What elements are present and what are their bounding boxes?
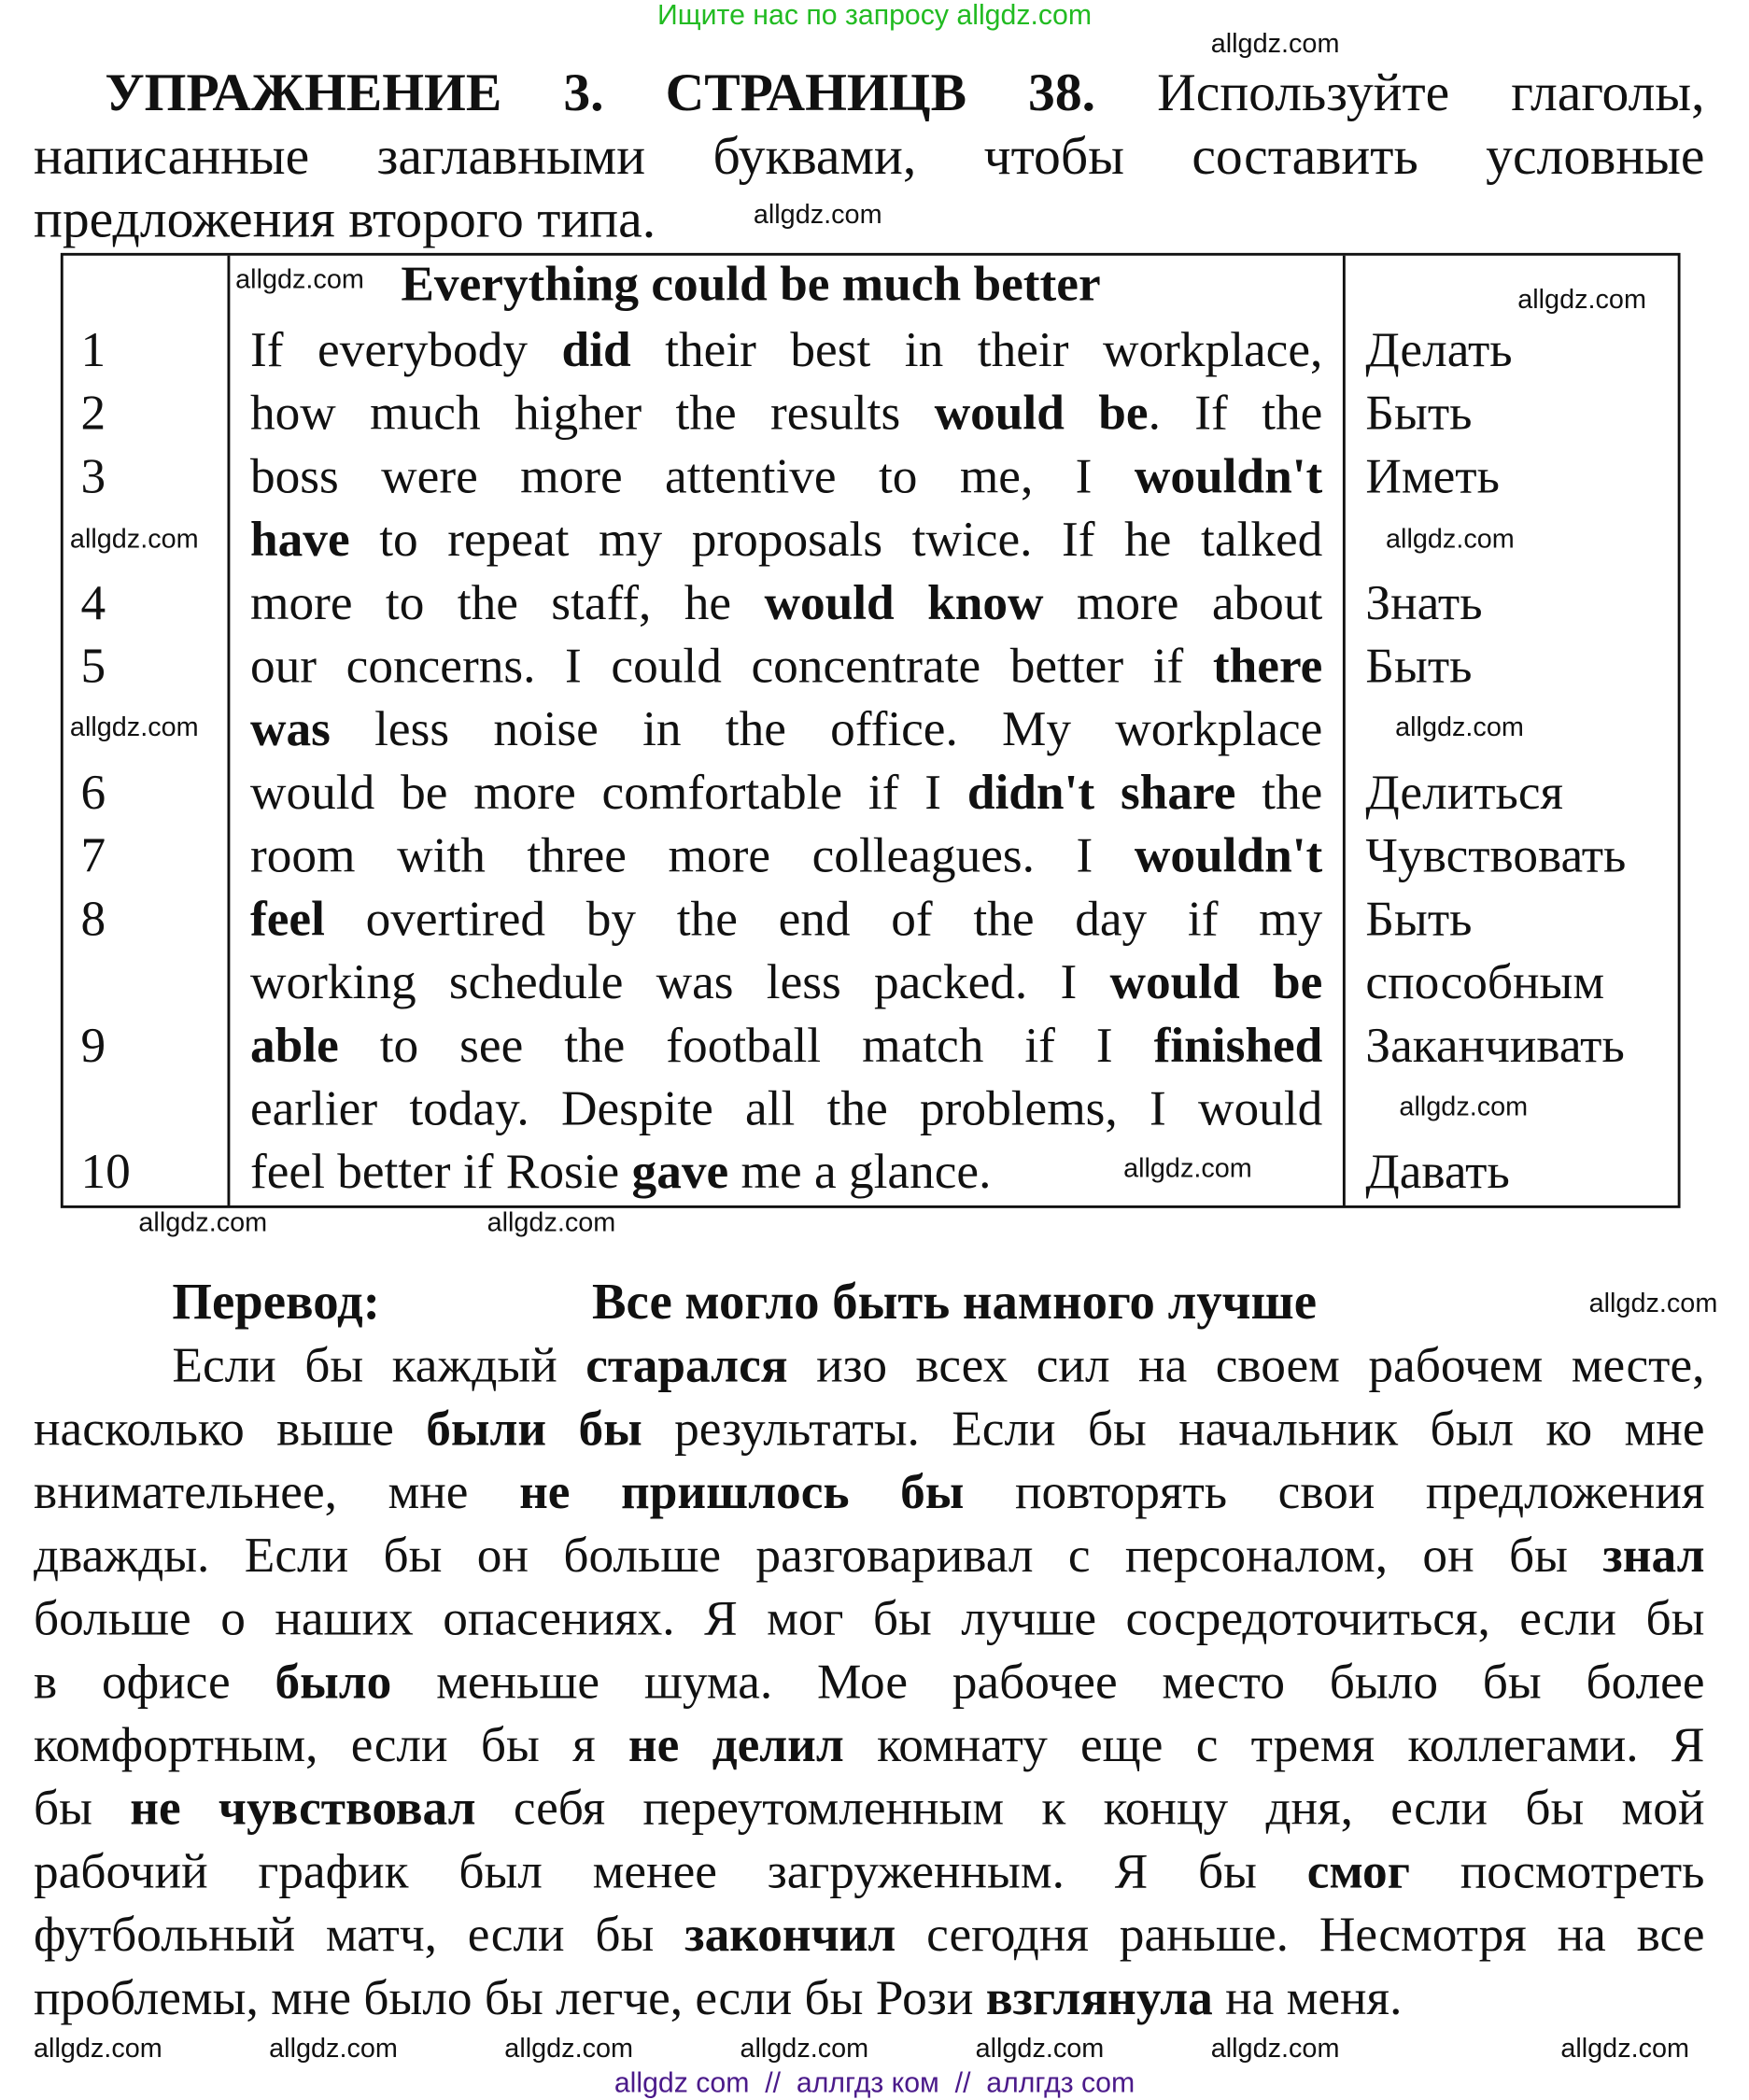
text-segment: на меня.	[1212, 1970, 1403, 2026]
text-segment: меньше шума. Мое рабочее место было бы более	[391, 1655, 1705, 1711]
text-segment: результаты. Если бы начальник был ко мне	[642, 1402, 1705, 1458]
instruction-line	[105, 62, 1704, 123]
text-segment: overtired by the end of the day if my	[324, 892, 1323, 948]
translation-line	[34, 1589, 1704, 1651]
text-segment: больше о наших опасениях. Я мог бы лучше сосредоточиться, если бы	[34, 1591, 1705, 1647]
text-segment: feel better if Rosie	[249, 1145, 632, 1201]
column-divider	[227, 256, 230, 1205]
text-segment: рабочий график был менее загруженным. Я бы	[34, 1844, 1307, 1900]
bold-text: закончил	[684, 1908, 896, 1964]
text-segment: написанные заглавными буквами, чтобы составить условные	[34, 124, 1705, 186]
watermark-text: allgdz.com	[34, 2034, 162, 2065]
text-segment: комфортным, если бы я	[34, 1717, 628, 1773]
table-text-line	[250, 1016, 1322, 1078]
table-text-line	[250, 699, 1322, 761]
verb-hint: Быть	[1365, 639, 1473, 695]
watermark-text: allgdz.com	[269, 2034, 398, 2065]
text-segment: to see the football match if I	[338, 1018, 1154, 1074]
watermark-text: allgdz.com	[1517, 285, 1646, 316]
text-segment: to repeat my proposals twice. If he talked	[349, 512, 1323, 569]
verb-hint: Делиться	[1365, 765, 1564, 821]
watermark-text: allgdz.com	[1123, 1154, 1252, 1184]
text-segment: more about	[1043, 575, 1323, 631]
table-text-line	[250, 636, 1322, 698]
row-number: 10	[80, 1145, 131, 1201]
bold-text: there	[1212, 639, 1323, 695]
bold-text: старался	[585, 1338, 788, 1394]
text-segment: внимательнее, мне	[34, 1465, 520, 1521]
watermark-text: allgdz.com	[504, 2034, 634, 2065]
bold-text: wouldn't	[1134, 449, 1323, 505]
text-segment: сегодня раньше. Несмотря на все	[896, 1908, 1705, 1964]
verb-hint: Чувствовать	[1365, 828, 1627, 884]
bold-text: УПРАЖНЕНИЕ 3. СТРАНИЦВ 38.	[105, 62, 1096, 123]
row-number: 2	[80, 386, 106, 442]
translation-line	[34, 1715, 1704, 1777]
text-segment: комнату еще с тремя коллегами. Я	[843, 1717, 1705, 1773]
table-text-line	[250, 889, 1322, 951]
translation-line	[34, 1526, 1704, 1587]
bold-text: would know	[764, 575, 1044, 631]
table-text-line	[250, 826, 1322, 888]
text-segment: If everybody	[249, 322, 562, 378]
table-title: Everything could be much better	[401, 257, 1101, 313]
row-number: 1	[80, 322, 106, 378]
row-number: 9	[80, 1018, 106, 1074]
text-segment: Используйте глаголы,	[1095, 62, 1705, 123]
table-text-line	[250, 1079, 1322, 1141]
watermark-text: allgdz.com	[1399, 1092, 1529, 1122]
verb-hint: Знать	[1365, 575, 1483, 631]
bold-text: смог	[1306, 1844, 1410, 1900]
verb-hint: Быть	[1365, 892, 1473, 948]
verb-hint: Быть	[1365, 386, 1473, 442]
table-text-line	[250, 573, 1322, 635]
text-segment: проблемы, мне было бы легче, если бы Рози	[34, 1970, 986, 2026]
instruction-line	[34, 189, 656, 250]
watermark-text: allgdz.com	[487, 1207, 616, 1238]
bold-text: finished	[1153, 1018, 1323, 1074]
translation-line	[34, 1905, 1704, 1966]
translation-line	[34, 1462, 1704, 1524]
watermark-text: allgdz.com	[69, 712, 199, 743]
bold-text: have	[249, 512, 350, 569]
column-divider	[1343, 256, 1346, 1205]
verb-hint: способным	[1365, 954, 1605, 1011]
text-segment: boss were more attentive to me, I	[249, 449, 1135, 505]
text-segment: предложения второго типа.	[34, 188, 656, 249]
text-segment: our concerns. I could concentrate better if	[249, 639, 1213, 695]
translation-title: Все могло быть намного лучше	[591, 1274, 1318, 1331]
row-number: 3	[80, 449, 106, 505]
watermark-text: allgdz.com	[975, 2034, 1105, 2065]
bold-text: взглянула	[985, 1970, 1213, 2026]
verb-hint: Давать	[1365, 1145, 1510, 1201]
table-text-line	[250, 763, 1322, 824]
watermark-text: allgdz.com	[138, 1207, 268, 1238]
bold-text: знал	[1602, 1528, 1705, 1584]
text-segment: Если бы каждый	[172, 1338, 586, 1394]
watermark-text: allgdz.com	[740, 2034, 869, 2065]
row-number: 5	[80, 639, 106, 695]
text-segment: the	[1235, 765, 1323, 821]
row-number: 6	[80, 765, 106, 821]
instruction-line	[34, 125, 1704, 187]
bold-text: able	[249, 1018, 339, 1074]
text-segment: дважды. Если бы он больше разговаривал с персоналом, он бы	[34, 1528, 1603, 1584]
text-segment: повторять свои предложения	[964, 1465, 1705, 1521]
watermark-text: allgdz.com	[1386, 524, 1515, 555]
watermark-text: allgdz.com	[753, 200, 882, 231]
text-segment: how much higher the results	[249, 386, 935, 442]
bold-text: did	[561, 322, 631, 378]
verb-hint: Иметь	[1365, 449, 1500, 505]
watermark-text: allgdz.com	[1560, 2034, 1690, 2065]
watermark-text: allgdz.com	[69, 524, 199, 555]
bold-text: были бы	[426, 1402, 642, 1458]
watermark-text: allgdz.com	[1210, 29, 1340, 60]
watermark-text: allgdz.com	[1210, 2034, 1340, 2065]
text-segment: would be more comfortable if I	[249, 765, 967, 821]
table-text-line	[250, 384, 1322, 445]
translation-line	[34, 1399, 1704, 1460]
text-segment: бы	[34, 1781, 131, 1837]
text-segment: working schedule was less packed. I	[249, 954, 1110, 1011]
verb-hint: Делать	[1365, 322, 1513, 378]
watermark-text: allgdz.com	[235, 264, 364, 295]
bold-text: gave	[631, 1145, 729, 1201]
text-segment: . If the	[1148, 386, 1323, 442]
bold-text: didn't share	[966, 765, 1236, 821]
translation-line	[34, 1841, 1704, 1903]
text-segment: посмотреть	[1409, 1844, 1705, 1900]
translation-line	[34, 1779, 1704, 1840]
top-banner[interactable]: Ищите нас по запросу allgdz.com	[657, 0, 1093, 32]
text-segment: насколько выше	[34, 1402, 427, 1458]
bold-text: feel	[249, 892, 325, 948]
bottom-banner[interactable]: allgdz com // аллгдз ком // аллгдз com	[614, 2067, 1135, 2099]
bold-text: wouldn't	[1134, 828, 1323, 884]
bold-text: не чувствовал	[130, 1781, 476, 1837]
bold-text: was	[249, 702, 331, 758]
bold-text: не делил	[628, 1717, 844, 1773]
text-segment: more to the staff, he	[249, 575, 765, 631]
table-text-line	[250, 510, 1322, 571]
text-segment: me a glance.	[728, 1145, 992, 1201]
text-segment: less noise in the office. My workplace	[330, 702, 1323, 758]
bold-text: было	[275, 1655, 392, 1711]
bold-text: would be	[1109, 954, 1323, 1011]
row-number: 4	[80, 575, 106, 631]
bold-text: не пришлось бы	[519, 1465, 965, 1521]
watermark-text: allgdz.com	[1588, 1289, 1718, 1318]
text-segment: в офисе	[34, 1655, 275, 1711]
table-text-line	[250, 446, 1322, 508]
text-segment: себя переутомленным к концу дня, если бы мой	[475, 1781, 1705, 1837]
table-text-line	[250, 320, 1322, 382]
text-segment: their best in their workplace,	[630, 322, 1323, 378]
text-segment: room with three more colleagues. I	[249, 828, 1135, 884]
table-text-line	[250, 1142, 991, 1204]
text-segment: earlier today. Despite all the problems, I would	[249, 1081, 1323, 1137]
translation-label: Перевод:	[172, 1274, 380, 1331]
translation-line	[34, 1652, 1704, 1713]
text-segment: изо всех сил на своем рабочем месте,	[787, 1338, 1705, 1394]
bold-text: would be	[934, 386, 1149, 442]
text-segment: футбольный матч, если бы	[34, 1908, 685, 1964]
translation-line	[172, 1336, 1704, 1398]
translation-line	[34, 1968, 1402, 2030]
watermark-text: allgdz.com	[1395, 712, 1524, 743]
row-number: 7	[80, 828, 106, 884]
row-number: 8	[80, 892, 106, 948]
table-text-line	[250, 952, 1322, 1014]
verb-hint: Заканчивать	[1365, 1018, 1625, 1074]
